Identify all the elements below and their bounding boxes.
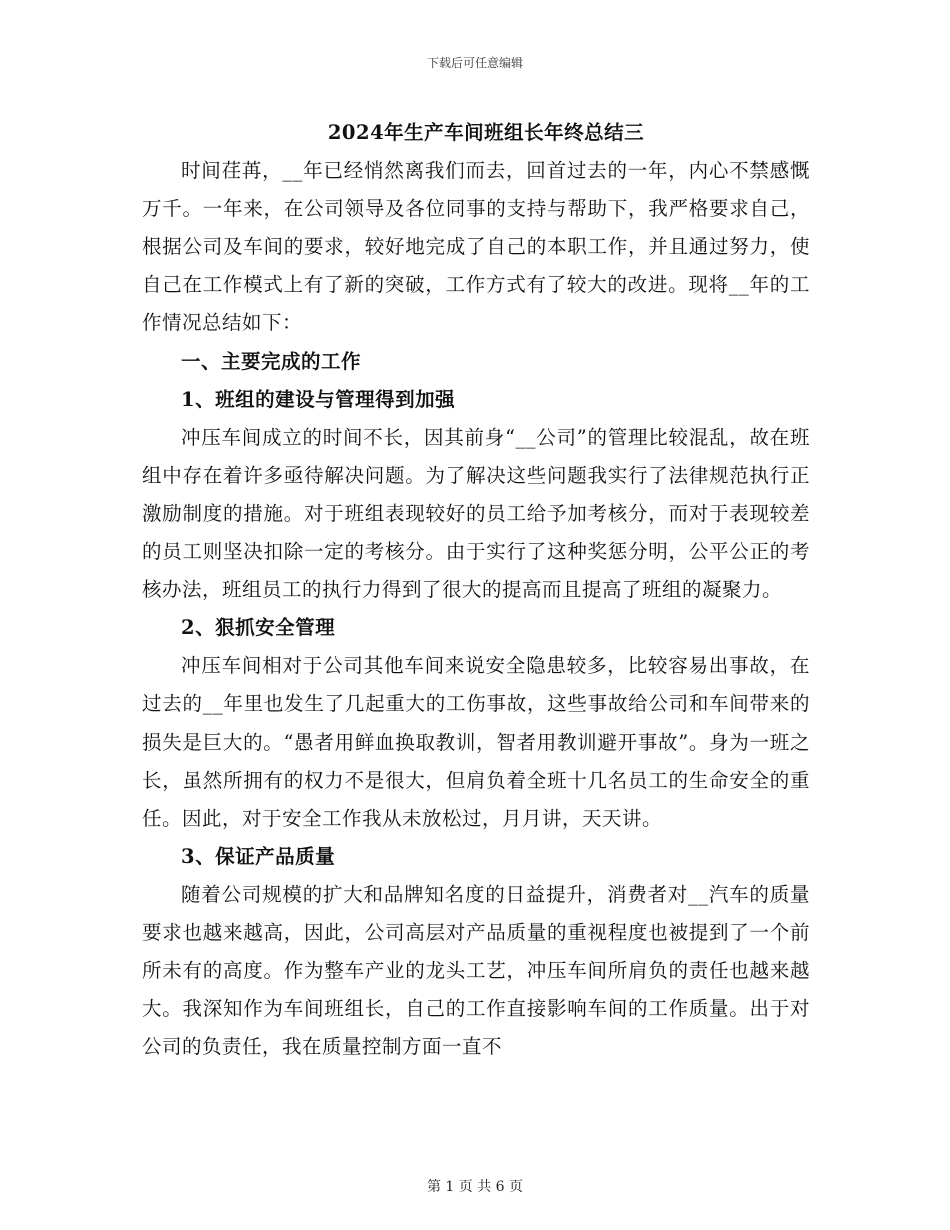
subheading-safety: 2、狠抓安全管理	[181, 616, 336, 640]
paragraph-quality: 随着公司规模的扩大和品牌知名度的日益提升，消费者对__汽车的质量要求也越来越高，因此，公司高层对产品质量的重视程度也被提到了一个前所未有的高度。作为整车产业的龙头工艺，冲压车间所肩负的责任也越来越大。我深知作为车间班组长，自己的工作直接影响车间的工作质量。出于对公司的负责任，我在质量控制方面一直不	[142, 882, 810, 1059]
section-heading-main-work: 一、主要完成的工作	[181, 349, 362, 373]
document-body	[142, 114, 810, 1066]
download-note: 下载后可任意编辑	[426, 56, 523, 70]
page-number: 第 1 页 共 6 页	[426, 1179, 524, 1195]
document-title: 2024年生产车间班组长年终总结三	[327, 121, 645, 144]
intro-paragraph: 时间荏苒，__年已经悄然离我们而去，回首过去的一年，内心不禁感慨万千。一年来，在公司领导及各位同事的支持与帮助下，我严格要求自己，根据公司及车间的要求，较好地完成了自己的本职工作，并且通过努力，使自己在工作模式上有了新的突破，工作方式有了较大的改进。现将__年的工作情况总结如下：	[142, 159, 810, 335]
paragraph-safety: 冲压车间相对于公司其他车间来说安全隐患较多，比较容易出事故，在过去的__年里也发生了几起重大的工伤事故，这些事故给公司和车间带来的损失是巨大的。“愚者用鲜血换取教训，智者用教训避开事故”。身为一班之长，虽然所拥有的权力不是很大，但肩负着全班十几名员工的生命安全的重任。因此，对于安全工作我从未放松过，月月讲，天天讲。	[142, 654, 810, 830]
subheading-team-building: 1、班组的建设与管理得到加强	[181, 387, 456, 411]
subheading-quality: 3、保证产品质量	[181, 844, 336, 868]
paragraph-team-building: 冲压车间成立的时间不长，因其前身“__公司”的管理比较混乱，故在班组中存在着许多亟待解决问题。为了解决这些问题我实行了法律规范执行正激励制度的措施。对于班组表现较好的员工给予加考核分，而对于表现较差的员工则坚决扣除一定的考核分。由于实行了这种奖惩分明，公平公正的考核办法，班组员工的执行力得到了很大的提高而且提高了班组的凝聚力。	[142, 425, 810, 602]
